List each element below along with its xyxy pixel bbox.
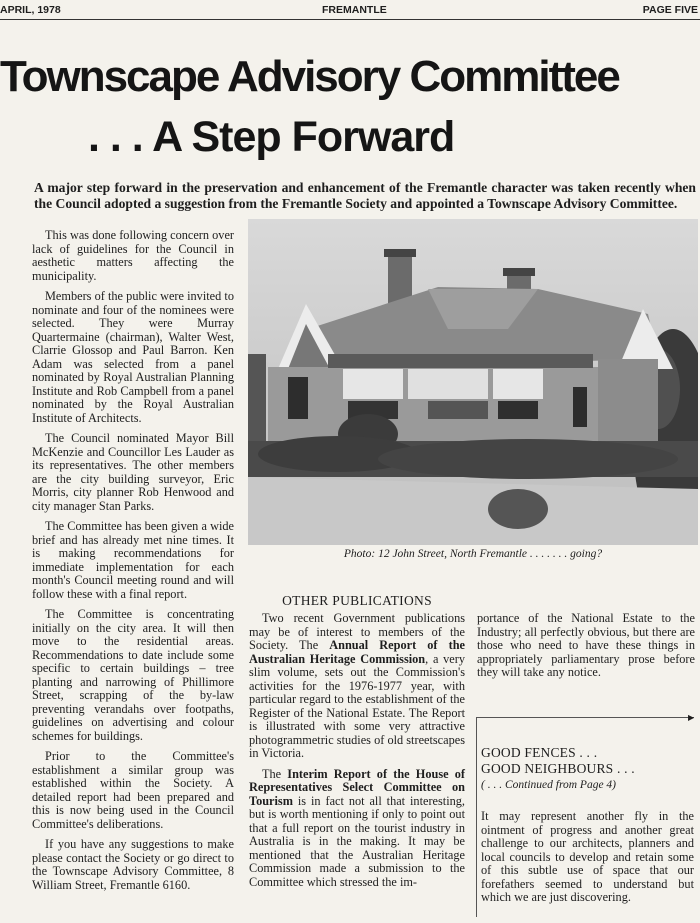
house-photo — [248, 219, 698, 545]
annual-report-title: Annual Report of the Australian Heritage Commission — [249, 638, 465, 666]
col1-paragraph: This was done following concern over lack of guidelines for the Council in aesthetic matters affecting the municipality. — [32, 228, 234, 283]
col1-paragraph: The Committee has been given a wide brief and has already met nine times. It is making recommendations for immediate implementation for each month's Council meeting round and will follow these with a final report. — [32, 519, 234, 601]
issue-date: APRIL, 1978 — [0, 4, 61, 16]
col1-paragraph: If you have any suggestions to make please contact the Society or go direct to the Townscape Advisory Committee, 8 William Street, Fremantle 6160. — [32, 837, 234, 892]
fences-column — [481, 810, 694, 912]
publication-name: FREMANTLE — [322, 4, 387, 16]
col1-paragraph: Prior to the Committee's establishment a similar group was established within the Society. A detailed report had been prepared and this is now being used in the Council Committee's deliberations. — [32, 749, 234, 831]
header-rule — [0, 19, 700, 20]
fences-heading-line2: GOOD NEIGHBOURS . . . — [481, 761, 635, 776]
photo-caption: Photo: 12 John Street, North Fremantle . . . . . . . going? — [343, 548, 603, 560]
publications-continued — [477, 612, 695, 687]
intro-paragraph: A major step forward in the preservation and enhancement of the Fremantle character was taken recently when the Council adopted a suggestion from the Fremantle Society and appointed a Townscape Advisory Committee. — [34, 180, 696, 211]
arrowhead-icon: ▶ — [688, 713, 695, 722]
fences-heading-line1: GOOD FENCES . . . — [481, 745, 598, 760]
box-divider — [476, 717, 694, 718]
publications-paragraph-1: Two recent Government publications may be of interest to members of the Society. The Annual Report of the Australian Heritage Commission, a very slim volume, sets out the Commission's activities for the 1976-1977 year, with particular regard to the establishment of the Register of the National Estate. The Report is illustrated with some very attractive photogrammetric studies of old streetscapes in Victoria. — [249, 611, 465, 760]
fences-heading — [481, 745, 693, 777]
page-header — [0, 0, 700, 20]
publications-column — [249, 612, 465, 896]
col1-paragraph: Members of the public were invited to nominate and four of the nominees were selected. They were Murray Quartermaine (chairman), Walter West, Clarrie Glossop and Paul Barron. Ken Adam was selected from a panel nominated by Royal Australian Planning Institute and Rob Campbell from a panel nominated by the Royal Australian Institute of Architects. — [32, 289, 234, 425]
publications-paragraph-3: portance of the National Estate to the Industry; all perfectly obvious, but there are those who need to have these things in appropriately parliamentary prose before they will take any notice. — [477, 611, 695, 679]
article-column-1 — [32, 229, 234, 899]
col1-paragraph: The Council nominated Mayor Bill McKenzie and Councillor Les Lauder as its representatives. The other members are the city building surveyor, Eric Morris, city planner Rob Henwood and city manager Stan Parks. — [32, 431, 234, 513]
publications-paragraph-2: The Interim Report of the House of Representatives Select Committee on Tourism is in fact not all that interesting, but is worth mentioning if only to point out that a full report on the tourist industry in Australia is in the making. It may be mentioned that the Australian Heritage Commission made a submission to the Committee which stressed the im- — [249, 766, 465, 889]
publications-heading: OTHER PUBLICATIONS — [282, 593, 432, 608]
headline-line2: . . . A Step Forward — [88, 113, 455, 161]
page-number: PAGE FIVE — [642, 4, 698, 16]
headline-line1: Townscape Advisory Committee — [0, 52, 619, 101]
box-left-border — [476, 717, 477, 917]
fences-continued-note: ( . . . Continued from Page 4) — [481, 779, 617, 791]
fences-paragraph: It may represent another fly in the ointment of progress and another great challenge to our architects, planners and local councils to develop and retain some of this subtle use of space that our forefathers seemed to understand but which we are just discovering. — [481, 809, 694, 904]
interim-report-title: Interim Report of the House of Representatives Select Committee on Tourism — [249, 766, 465, 808]
col1-paragraph: The Committee is concentrating initially on the city area. It will then move to the residential areas. Recommendations to date include some specific to certain buildings – tree planting and narrowing of Phillimore Street, scrapping of the by-law preventing verandahs over footpaths, guidelines on advertising and colour schemes for buildings. — [32, 607, 234, 743]
